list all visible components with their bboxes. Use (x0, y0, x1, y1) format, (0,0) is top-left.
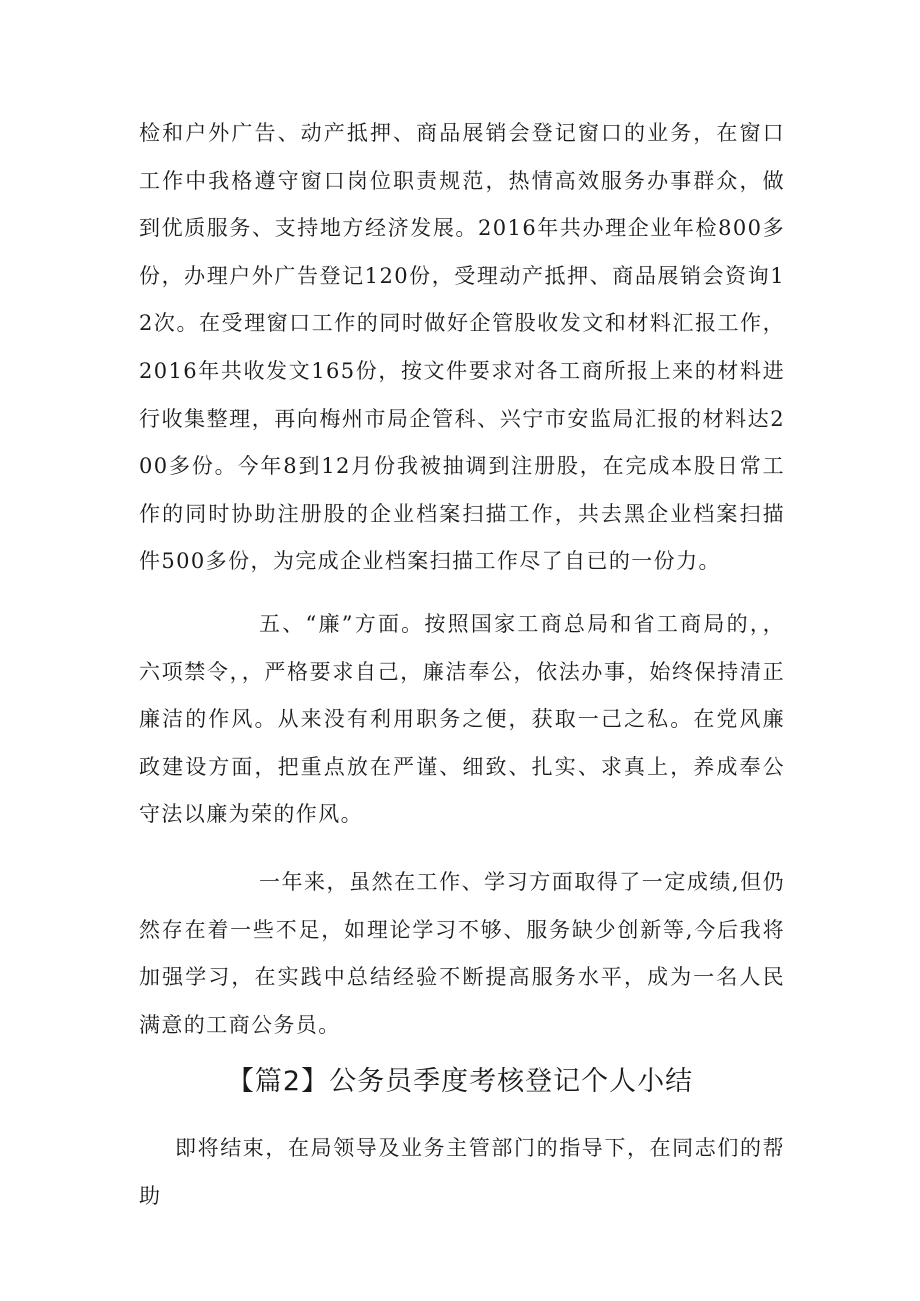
paragraph-integrity: 五、“廉”方面。按照国家工商总局和省工商局的，，六项禁令，，严格要求自己，廉洁奉公，依法办事，始终保持清正廉洁的作风。从来没有利用职务之便，获取一己之私。在党风廉政建设方面，把重点放在严谨、细致、扎实、求真上，养成奉公守法以廉为荣的作风。 (139, 612, 785, 827)
paragraph-work-summary: 检和户外广告、动产抵押、商品展销会登记窗口的业务，在窗口工作中我格遵守窗口岗位职责规范，热情高效服务办事群众，做到优质服务、支持地方经济发展。2016年共办理企业年检800多份，办理户外广告登记120份，受理动产抵押、商品展销会资询12次。在受理窗口工作的同时做好企管股收发文和材料汇报工作，2016年共收发文165份，按文件要求对各工商所报上来的材料进行收集整理，再向梅州市局企管科、兴宁市安监局汇报的材料达200多份。今年8到12月份我被抽调到注册股，在完成本股日常工作的同时协助注册股的企业档案扫描工作，共去黑企业档案扫描件500多份，为完成企业档案扫描工作尽了自已的一份力。 (139, 121, 785, 574)
paragraph-conclusion: 一年来，虽然在工作、学习方面取得了一定成绩,但仍然存在着一些不足，如理论学习不够、服务缺少创新等,今后我将加强学习，在实践中总结经验不断提高服务水平，成为一名人民满意的工商公务员。 (139, 870, 785, 1037)
section-heading: 【篇2】公务员季度考核登记个人小结 (226, 1066, 694, 1097)
paragraph-opening: 即将结束，在局领导及业务主管部门的指导下，在同志们的帮助 (139, 1136, 785, 1208)
